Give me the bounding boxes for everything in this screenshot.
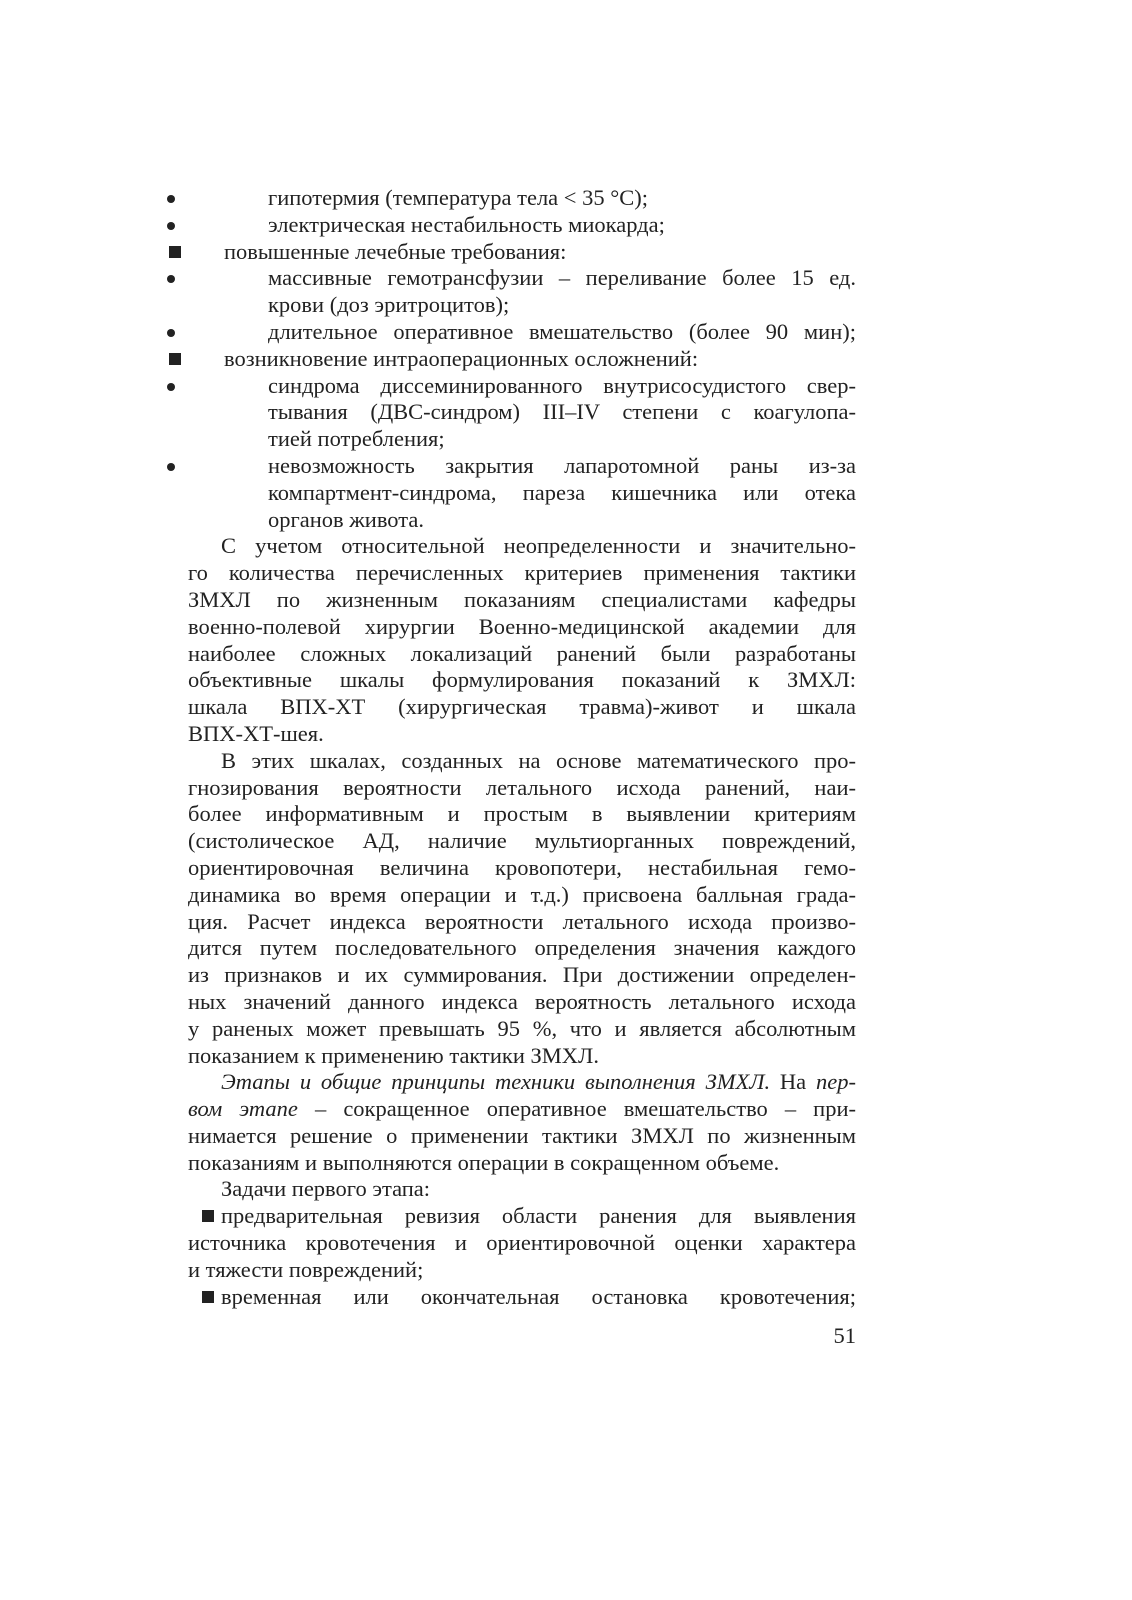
bullet-dot-icon <box>167 222 175 230</box>
list-item-continuation: органов живота. <box>268 506 424 532</box>
list-item: электрическая нестабильность миокарда; <box>188 212 856 239</box>
page-text <box>188 185 856 1310</box>
paragraph-line: показанием к применению тактики ЗМХЛ. <box>188 1042 599 1068</box>
paragraph-line: ЗМХЛ по жизненным показаниям специалистами кафедры <box>188 586 856 612</box>
list-item: предварительная ревизия области ранения для выявления <box>188 1203 856 1230</box>
paragraph-line: объективные шкалы формулирования показаний к ЗМХЛ: <box>188 667 856 693</box>
list-item: гипотермия (температура тела < 35 °С); <box>188 185 856 212</box>
bullet-square-icon <box>169 246 181 258</box>
paragraph-line: дится путем последовательного определения значения каждого <box>188 935 856 961</box>
bullet-dot-icon <box>167 195 175 203</box>
paragraph-line: вом этапе – сокращенное оперативное вмешательство – при- <box>188 1096 856 1122</box>
paragraph-line: наиболее сложных локализаций ранений были разработаны <box>188 640 856 666</box>
paragraph-line: (систолическое АД, наличие мультиорганных повреждений, <box>188 828 856 854</box>
list-item: возникновение интраоперационных осложнений: <box>188 346 856 373</box>
list-item: массивные гемотрансфузии – переливание более 15 ед. <box>188 265 856 292</box>
paragraph-line: более информативным и простым в выявлении критериям <box>188 801 856 827</box>
list-item-continuation: тывания (ДВС-синдром) III–IV степени с коагулопа- <box>268 399 856 425</box>
paragraph-line: С учетом относительной неопределенности и значительно- <box>221 533 856 559</box>
list-item: повышенные лечебные требования: <box>188 239 856 266</box>
paragraph-line: нимается решение о применении тактики ЗМХЛ по жизненным <box>188 1122 856 1148</box>
list-item: синдрома диссеминированного внутрисосудистого свер- <box>188 373 856 400</box>
paragraph-line: го количества перечисленных критериев применения тактики <box>188 560 856 586</box>
list-item-continuation: тией потребления; <box>268 426 445 452</box>
bullet-dot-icon <box>167 383 175 391</box>
paragraph-line: у раненых может превышать 95 %, что и является абсолютным <box>188 1015 856 1041</box>
paragraph-line: В этих шкалах, созданных на основе математического про- <box>221 747 856 773</box>
list-item-continuation: и тяжести повреждений; <box>188 1256 424 1282</box>
bullet-square-icon <box>202 1210 214 1222</box>
list-item-continuation: крови (доз эритроцитов); <box>268 292 510 318</box>
list-item: временная или окончательная остановка кровотечения; <box>188 1284 856 1311</box>
paragraph-line: гнозирования вероятности летального исхода ранений, наи- <box>188 774 856 800</box>
list-item-continuation: источника кровотечения и ориентировочной оценки характера <box>188 1230 856 1256</box>
paragraph-line: динамика во время операции и т.д.) присвоена балльная града- <box>188 881 856 907</box>
page-number: 51 <box>833 1323 856 1348</box>
bullet-dot-icon <box>167 463 175 471</box>
paragraph-line: Задачи первого этапа: <box>221 1176 431 1202</box>
paragraph-line: ВПХ-ХТ-шея. <box>188 720 324 746</box>
paragraph-line: Этапы и общие принципы техники выполнения ЗМХЛ. На пер- <box>221 1069 856 1095</box>
paragraph-line: показаниям и выполняются операции в сокращенном объеме. <box>188 1149 780 1175</box>
italic-heading: Этапы и общие принципы техники выполнения ЗМХЛ. <box>221 1069 771 1095</box>
list-item: невозможность закрытия лапаротомной раны из-за <box>188 453 856 480</box>
paragraph-line: шкала ВПХ-ХТ (хирургическая травма)-живот и шкала <box>188 694 856 720</box>
bullet-square-icon <box>169 353 181 365</box>
bullet-square-icon <box>202 1291 214 1303</box>
bullet-dot-icon <box>167 329 175 337</box>
paragraph-line: из признаков и их суммирования. При достижении определен- <box>188 962 856 988</box>
list-item: длительное оперативное вмешательство (более 90 мин); <box>188 319 856 346</box>
paragraph-line: ция. Расчет индекса вероятности летального исхода произво- <box>188 908 856 934</box>
list-item-continuation: компартмент-синдрома, пареза кишечника или отека <box>268 479 856 505</box>
paragraph-line: ных значений данного индекса вероятность летального исхода <box>188 988 856 1014</box>
paragraph-line: ориентировочная величина кровопотери, нестабильная гемо- <box>188 854 856 880</box>
paragraph-line: военно-полевой хирургии Военно-медицинской академии для <box>188 613 856 639</box>
bullet-dot-icon <box>167 275 175 283</box>
